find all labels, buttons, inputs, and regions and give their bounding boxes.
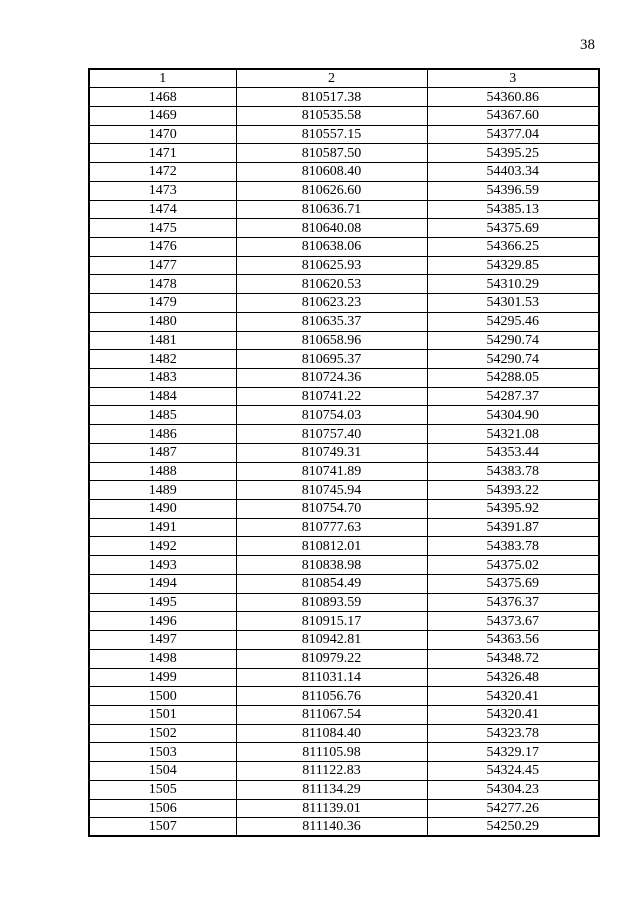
x-coordinate-cell: 810636.71 bbox=[236, 200, 427, 219]
x-coordinate-cell: 811139.01 bbox=[236, 799, 427, 818]
y-coordinate-cell: 54310.29 bbox=[427, 275, 599, 294]
y-coordinate-cell: 54403.34 bbox=[427, 163, 599, 182]
point-number-cell: 1471 bbox=[89, 144, 236, 163]
y-coordinate-cell: 54290.74 bbox=[427, 350, 599, 369]
table-row bbox=[89, 200, 599, 219]
y-coordinate-cell: 54366.25 bbox=[427, 237, 599, 256]
column-header-2: 2 bbox=[236, 69, 427, 88]
point-number-cell: 1484 bbox=[89, 387, 236, 406]
y-coordinate-cell: 54329.17 bbox=[427, 743, 599, 762]
y-coordinate-cell: 54321.08 bbox=[427, 425, 599, 444]
table-row bbox=[89, 106, 599, 125]
point-number-cell: 1492 bbox=[89, 537, 236, 556]
x-coordinate-cell: 810640.08 bbox=[236, 219, 427, 238]
table-row bbox=[89, 462, 599, 481]
table-row bbox=[89, 649, 599, 668]
table-row bbox=[89, 256, 599, 275]
table-row bbox=[89, 500, 599, 519]
point-number-cell: 1489 bbox=[89, 481, 236, 500]
x-coordinate-cell: 810915.17 bbox=[236, 612, 427, 631]
x-coordinate-cell: 810658.96 bbox=[236, 331, 427, 350]
y-coordinate-cell: 54393.22 bbox=[427, 481, 599, 500]
x-coordinate-cell: 810942.81 bbox=[236, 631, 427, 650]
table-row bbox=[89, 219, 599, 238]
table-row bbox=[89, 125, 599, 144]
y-coordinate-cell: 54323.78 bbox=[427, 724, 599, 743]
point-number-cell: 1477 bbox=[89, 256, 236, 275]
y-coordinate-cell: 54287.37 bbox=[427, 387, 599, 406]
y-coordinate-cell: 54329.85 bbox=[427, 256, 599, 275]
point-number-cell: 1496 bbox=[89, 612, 236, 631]
x-coordinate-cell: 810626.60 bbox=[236, 181, 427, 200]
y-coordinate-cell: 54295.46 bbox=[427, 312, 599, 331]
column-header-3: 3 bbox=[427, 69, 599, 88]
y-coordinate-cell: 54391.87 bbox=[427, 518, 599, 537]
point-number-cell: 1480 bbox=[89, 312, 236, 331]
x-coordinate-cell: 810695.37 bbox=[236, 350, 427, 369]
y-coordinate-cell: 54326.48 bbox=[427, 668, 599, 687]
table-row bbox=[89, 163, 599, 182]
table-row bbox=[89, 88, 599, 107]
column-header-1: 1 bbox=[89, 69, 236, 88]
table-row bbox=[89, 331, 599, 350]
x-coordinate-cell: 811105.98 bbox=[236, 743, 427, 762]
point-number-cell: 1507 bbox=[89, 818, 236, 837]
x-coordinate-cell: 810754.70 bbox=[236, 500, 427, 519]
coordinates-table bbox=[88, 68, 600, 837]
table-row bbox=[89, 780, 599, 799]
x-coordinate-cell: 810620.53 bbox=[236, 275, 427, 294]
x-coordinate-cell: 810517.38 bbox=[236, 88, 427, 107]
table-row bbox=[89, 518, 599, 537]
x-coordinate-cell: 811084.40 bbox=[236, 724, 427, 743]
x-coordinate-cell: 811122.83 bbox=[236, 762, 427, 781]
header-row bbox=[89, 69, 599, 88]
y-coordinate-cell: 54304.90 bbox=[427, 406, 599, 425]
point-number-cell: 1490 bbox=[89, 500, 236, 519]
x-coordinate-cell: 811056.76 bbox=[236, 687, 427, 706]
table-row bbox=[89, 237, 599, 256]
y-coordinate-cell: 54377.04 bbox=[427, 125, 599, 144]
y-coordinate-cell: 54385.13 bbox=[427, 200, 599, 219]
table-row bbox=[89, 425, 599, 444]
table-header bbox=[89, 69, 599, 88]
point-number-cell: 1493 bbox=[89, 556, 236, 575]
y-coordinate-cell: 54395.92 bbox=[427, 500, 599, 519]
y-coordinate-cell: 54363.56 bbox=[427, 631, 599, 650]
table-row bbox=[89, 612, 599, 631]
x-coordinate-cell: 810623.23 bbox=[236, 294, 427, 313]
table-row bbox=[89, 406, 599, 425]
point-number-cell: 1470 bbox=[89, 125, 236, 144]
x-coordinate-cell: 810557.15 bbox=[236, 125, 427, 144]
point-number-cell: 1476 bbox=[89, 237, 236, 256]
table-row bbox=[89, 818, 599, 837]
y-coordinate-cell: 54375.69 bbox=[427, 574, 599, 593]
x-coordinate-cell: 810854.49 bbox=[236, 574, 427, 593]
y-coordinate-cell: 54383.78 bbox=[427, 537, 599, 556]
point-number-cell: 1503 bbox=[89, 743, 236, 762]
point-number-cell: 1478 bbox=[89, 275, 236, 294]
y-coordinate-cell: 54375.69 bbox=[427, 219, 599, 238]
table-row bbox=[89, 574, 599, 593]
table-row bbox=[89, 387, 599, 406]
point-number-cell: 1482 bbox=[89, 350, 236, 369]
point-number-cell: 1486 bbox=[89, 425, 236, 444]
table-row bbox=[89, 443, 599, 462]
x-coordinate-cell: 811067.54 bbox=[236, 705, 427, 724]
x-coordinate-cell: 810535.58 bbox=[236, 106, 427, 125]
point-number-cell: 1495 bbox=[89, 593, 236, 612]
x-coordinate-cell: 810812.01 bbox=[236, 537, 427, 556]
x-coordinate-cell: 810749.31 bbox=[236, 443, 427, 462]
table-row bbox=[89, 724, 599, 743]
table-row bbox=[89, 593, 599, 612]
point-number-cell: 1502 bbox=[89, 724, 236, 743]
point-number-cell: 1506 bbox=[89, 799, 236, 818]
table-row bbox=[89, 631, 599, 650]
y-coordinate-cell: 54320.41 bbox=[427, 687, 599, 706]
point-number-cell: 1491 bbox=[89, 518, 236, 537]
y-coordinate-cell: 54304.23 bbox=[427, 780, 599, 799]
y-coordinate-cell: 54383.78 bbox=[427, 462, 599, 481]
point-number-cell: 1499 bbox=[89, 668, 236, 687]
x-coordinate-cell: 810724.36 bbox=[236, 369, 427, 388]
point-number-cell: 1497 bbox=[89, 631, 236, 650]
y-coordinate-cell: 54348.72 bbox=[427, 649, 599, 668]
y-coordinate-cell: 54360.86 bbox=[427, 88, 599, 107]
y-coordinate-cell: 54301.53 bbox=[427, 294, 599, 313]
table-row bbox=[89, 705, 599, 724]
point-number-cell: 1483 bbox=[89, 369, 236, 388]
point-number-cell: 1501 bbox=[89, 705, 236, 724]
table-row bbox=[89, 668, 599, 687]
x-coordinate-cell: 810893.59 bbox=[236, 593, 427, 612]
point-number-cell: 1474 bbox=[89, 200, 236, 219]
table-row bbox=[89, 556, 599, 575]
table-row bbox=[89, 743, 599, 762]
y-coordinate-cell: 54375.02 bbox=[427, 556, 599, 575]
y-coordinate-cell: 54395.25 bbox=[427, 144, 599, 163]
y-coordinate-cell: 54277.26 bbox=[427, 799, 599, 818]
y-coordinate-cell: 54353.44 bbox=[427, 443, 599, 462]
x-coordinate-cell: 811134.29 bbox=[236, 780, 427, 799]
table-row bbox=[89, 312, 599, 331]
point-number-cell: 1487 bbox=[89, 443, 236, 462]
point-number-cell: 1472 bbox=[89, 163, 236, 182]
table-row bbox=[89, 799, 599, 818]
table-row bbox=[89, 144, 599, 163]
table-body bbox=[89, 88, 599, 837]
table-row bbox=[89, 181, 599, 200]
point-number-cell: 1505 bbox=[89, 780, 236, 799]
table-row bbox=[89, 294, 599, 313]
x-coordinate-cell: 810741.89 bbox=[236, 462, 427, 481]
x-coordinate-cell: 811140.36 bbox=[236, 818, 427, 837]
x-coordinate-cell: 810625.93 bbox=[236, 256, 427, 275]
x-coordinate-cell: 810587.50 bbox=[236, 144, 427, 163]
point-number-cell: 1504 bbox=[89, 762, 236, 781]
x-coordinate-cell: 810741.22 bbox=[236, 387, 427, 406]
x-coordinate-cell: 810635.37 bbox=[236, 312, 427, 331]
x-coordinate-cell: 810608.40 bbox=[236, 163, 427, 182]
x-coordinate-cell: 810838.98 bbox=[236, 556, 427, 575]
point-number-cell: 1473 bbox=[89, 181, 236, 200]
table-row bbox=[89, 350, 599, 369]
point-number-cell: 1475 bbox=[89, 219, 236, 238]
point-number-cell: 1498 bbox=[89, 649, 236, 668]
y-coordinate-cell: 54376.37 bbox=[427, 593, 599, 612]
point-number-cell: 1479 bbox=[89, 294, 236, 313]
table-row bbox=[89, 369, 599, 388]
page-number: 38 bbox=[580, 37, 595, 53]
point-number-cell: 1468 bbox=[89, 88, 236, 107]
x-coordinate-cell: 810757.40 bbox=[236, 425, 427, 444]
table-row bbox=[89, 687, 599, 706]
x-coordinate-cell: 810638.06 bbox=[236, 237, 427, 256]
y-coordinate-cell: 54290.74 bbox=[427, 331, 599, 350]
x-coordinate-cell: 810979.22 bbox=[236, 649, 427, 668]
table-row bbox=[89, 275, 599, 294]
table-row bbox=[89, 762, 599, 781]
point-number-cell: 1494 bbox=[89, 574, 236, 593]
point-number-cell: 1485 bbox=[89, 406, 236, 425]
x-coordinate-cell: 811031.14 bbox=[236, 668, 427, 687]
y-coordinate-cell: 54396.59 bbox=[427, 181, 599, 200]
point-number-cell: 1500 bbox=[89, 687, 236, 706]
y-coordinate-cell: 54373.67 bbox=[427, 612, 599, 631]
table-row bbox=[89, 481, 599, 500]
x-coordinate-cell: 810754.03 bbox=[236, 406, 427, 425]
y-coordinate-cell: 54320.41 bbox=[427, 705, 599, 724]
point-number-cell: 1488 bbox=[89, 462, 236, 481]
x-coordinate-cell: 810777.63 bbox=[236, 518, 427, 537]
x-coordinate-cell: 810745.94 bbox=[236, 481, 427, 500]
table-row bbox=[89, 537, 599, 556]
y-coordinate-cell: 54250.29 bbox=[427, 818, 599, 837]
y-coordinate-cell: 54324.45 bbox=[427, 762, 599, 781]
point-number-cell: 1481 bbox=[89, 331, 236, 350]
y-coordinate-cell: 54288.05 bbox=[427, 369, 599, 388]
y-coordinate-cell: 54367.60 bbox=[427, 106, 599, 125]
point-number-cell: 1469 bbox=[89, 106, 236, 125]
